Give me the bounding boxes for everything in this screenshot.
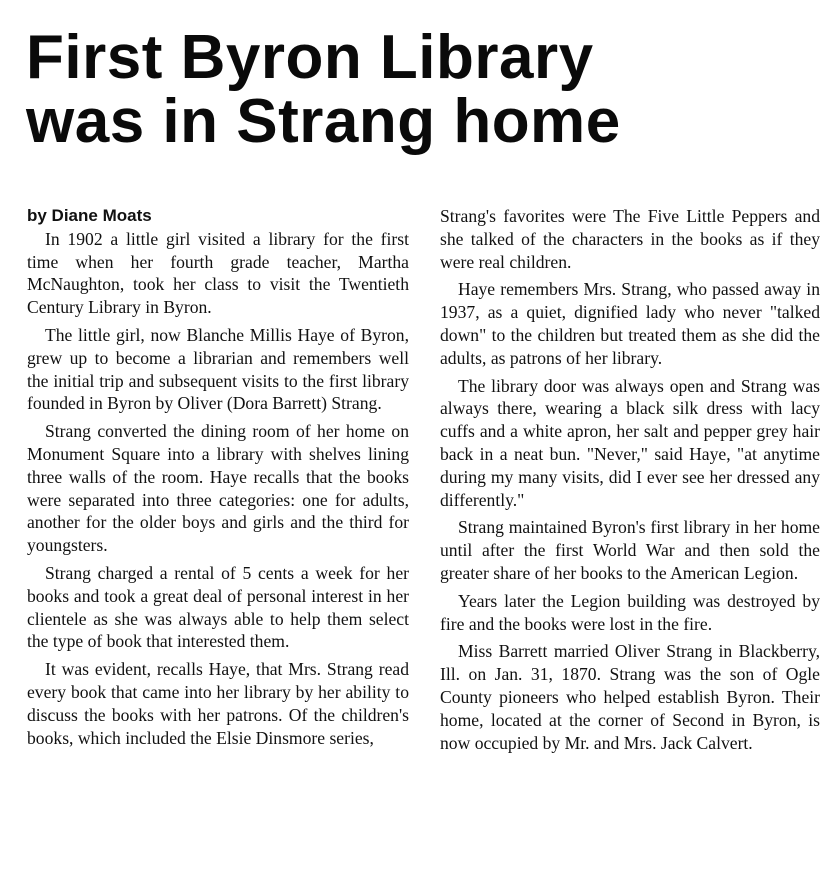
- paragraph: Haye remembers Mrs. Strang, who passed away in 1937, as a quiet, dignified lady who never "talked down" to the children but treated them as she did the adults, as patrons of her library.: [440, 279, 820, 368]
- byline: by Diane Moats: [27, 206, 152, 225]
- paragraph: Strang maintained Byron's first library in her home until after the first World War and then sold the greater share of her books to the American Legion.: [440, 517, 820, 583]
- paragraph: The little girl, now Blanche Millis Haye of Byron, grew up to become a librarian and remembers well the initial trip and subsequent visits to the first library founded in Byron by Oliver (Dora Barrett) Strang.: [27, 324, 409, 414]
- headline-line-2: was in Strang home: [26, 87, 621, 156]
- paragraph: In 1902 a little girl visited a library for the first time when her fourth grade teacher, Martha McNaughton, took her class to visit the Twentieth Century Library in Byron.: [27, 228, 409, 318]
- paragraph: The library door was always open and Strang was always there, wearing a black silk dress with lacy cuffs and a white apron, her salt and pepper grey hair back in a neat bun. "Never," said Haye, "at anytime during my many visits, did I ever see her dressed any differently.": [440, 375, 820, 510]
- paragraph: Years later the Legion building was destroyed by fire and the books were lost in the fire.: [440, 590, 820, 634]
- paragraph-continuation: Strang's favorites were The Five Little Peppers and she talked of the characters in the books as if they were real children.: [440, 206, 820, 272]
- article-column-left: [27, 205, 409, 754]
- paragraph: Miss Barrett married Oliver Strang in Blackberry, Ill. on Jan. 31, 1870. Strang was the son of Ogle County pioneers who helped establish Byron. Their home, located at the corner of Second in Byron, is now occupied by Mr. and Mrs. Jack Calvert.: [440, 641, 820, 753]
- paragraph: Strang charged a rental of 5 cents a week for her books and took a great deal of personal interest in her clientele as she was always able to help them select the type of book that interested them.: [27, 562, 409, 652]
- article-column-right: [440, 205, 820, 759]
- paragraph: Strang converted the dining room of her home on Monument Square into a library with shelves lining three walls of the room. Haye recalls that the books were separated into three categories: one for adults, another for the older boys and girls and the third for youngsters.: [27, 421, 409, 556]
- article-headline: [26, 23, 816, 156]
- paragraph: It was evident, recalls Haye, that Mrs. Strang read every book that came into her library by her ability to discuss the books with her patrons. Of the children's books, which included the Elsie Dinsmore series,: [27, 659, 409, 748]
- headline-line-1: First Byron Library: [26, 23, 594, 92]
